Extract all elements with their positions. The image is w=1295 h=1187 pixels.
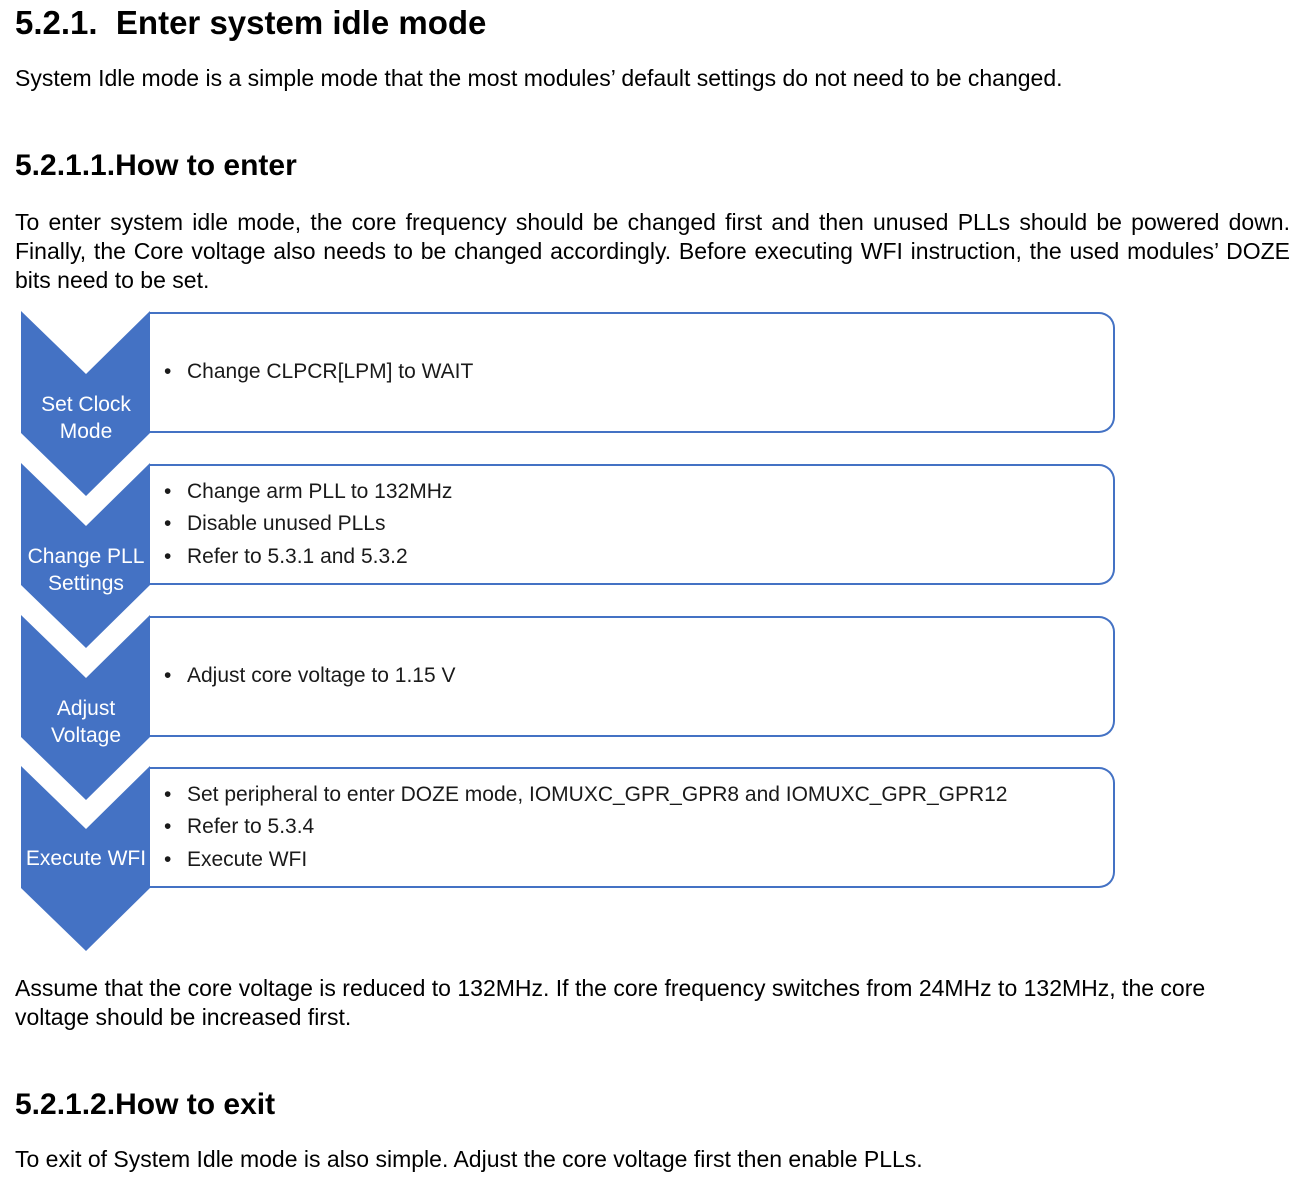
step-bullet-item: • Refer to 5.3.4 [164, 811, 1113, 844]
section-intro: System Idle mode is a simple mode that the most modules’ default settings do not need to be changed. [15, 65, 1063, 91]
enter-number: 5.2.1.1. [15, 149, 116, 182]
enter-title: How to enter [115, 149, 297, 182]
step-bullet-item: • Adjust core voltage to 1.15 V [164, 660, 1113, 693]
step-label [21, 845, 151, 872]
note-text: Assume that the core voltage is reduced to 132MHz. If the core frequency switches from 24MHz to 132MHz, the core voltage should be increased first. [15, 975, 1206, 1030]
step-bullet-item: • Refer to 5.3.1 and 5.3.2 [164, 541, 1113, 574]
step-label [21, 695, 151, 749]
step-label-line: Mode [59, 420, 113, 443]
step-bullet-item: • Set peripheral to enter DOZE mode, IOMUXC_GPR_GPR8 and IOMUXC_GPR_GPR12 [164, 779, 1113, 812]
step-label-line: Change PLL [27, 545, 145, 568]
step-bullet-list [150, 779, 1113, 877]
step-bullet-item: • Disable unused PLLs [164, 508, 1113, 541]
step-bullet-list [150, 356, 1113, 389]
step-label-line: Execute WFI [25, 847, 147, 870]
section-number: 5.2.1. [15, 4, 98, 41]
step-label-line: Settings [48, 572, 124, 595]
step-bullet-item: • Execute WFI [164, 844, 1113, 877]
step-label-line: Voltage [50, 724, 122, 747]
step-detail-box [150, 616, 1115, 737]
step-detail-box [150, 767, 1115, 888]
exit-text: To exit of System Idle mode is also simple. Adjust the core voltage first then enable PLLs. [15, 1146, 923, 1172]
step-label [21, 543, 151, 597]
exit-number: 5.2.1.2. [15, 1088, 116, 1121]
enter-text: To enter system idle mode, the core frequency should be changed first and then unused PLLs should be powered down. Finally, the Core voltage also needs to be changed accordingly. Before executing WFI instruction, the used modules’ DOZE bits need to be set. [15, 209, 1290, 293]
step-label-line: Adjust [56, 697, 116, 720]
step-bullet-list [150, 660, 1113, 693]
step-bullet-item: • Change CLPCR[LPM] to WAIT [164, 356, 1113, 389]
step-bullet-list [150, 476, 1113, 574]
step-detail-box [150, 312, 1115, 433]
step-bullet-item: • Change arm PLL to 132MHz [164, 476, 1113, 509]
step-label [21, 391, 151, 445]
exit-heading [15, 1088, 275, 1122]
section-title: Enter system idle mode [115, 4, 487, 41]
exit-title: How to exit [115, 1088, 276, 1121]
step-label-line: Set Clock [41, 393, 131, 416]
step-detail-box [150, 464, 1115, 585]
chevron-arrows [0, 0, 160, 960]
